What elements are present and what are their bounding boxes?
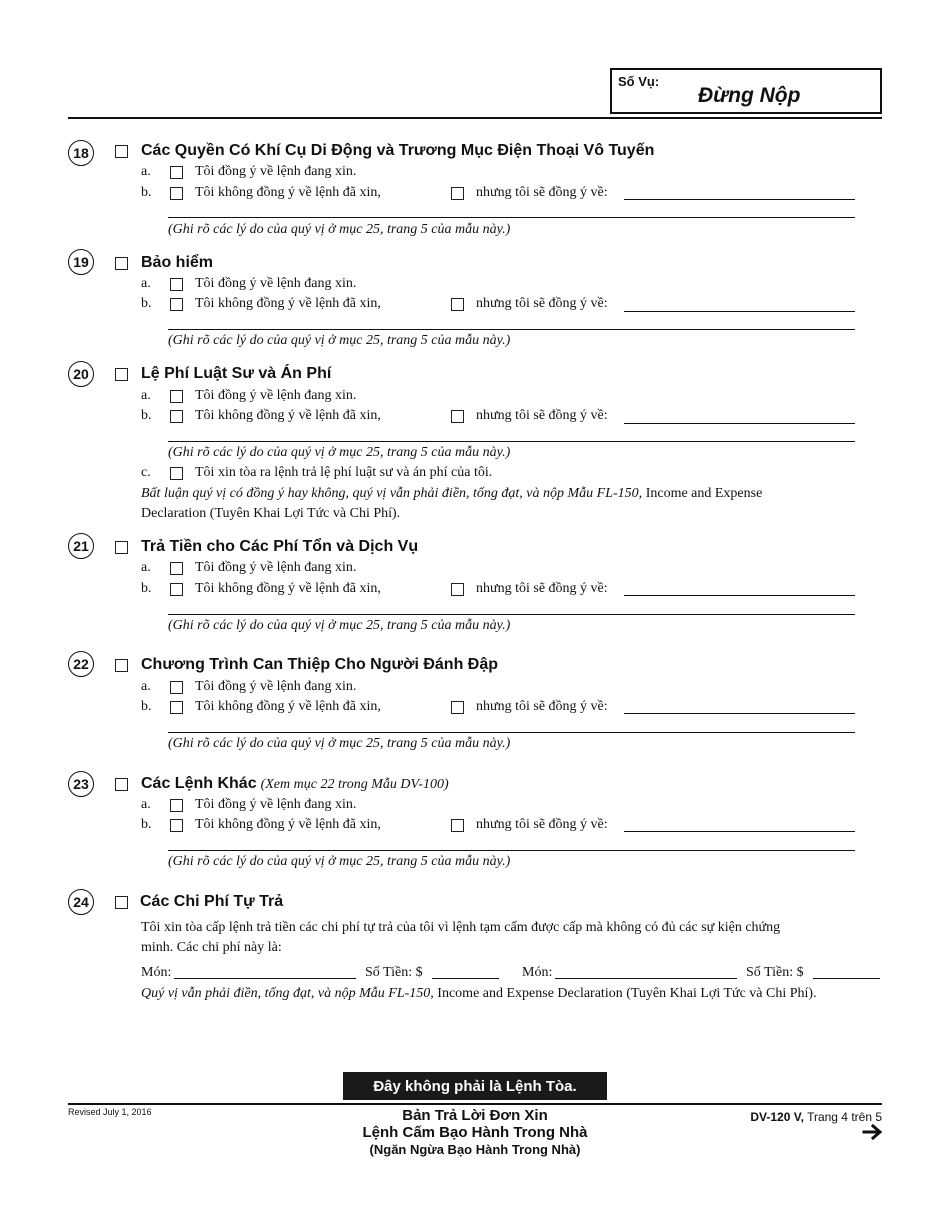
section-18-partial-input[interactable] [624,199,855,200]
section-21-disagree-checkbox[interactable] [170,583,183,596]
section-19-agree-checkbox[interactable] [170,278,183,291]
section-24-body-line1: Tôi xin tòa cấp lệnh trả tiền các chi phí tự trả của tôi vì lệnh tạm cấm được cấp mà không có đủ các sự kiện chứng [141,920,781,935]
section-23-agree-checkbox[interactable] [170,799,183,812]
option-b-label: b. [141,817,152,832]
section-22-partial-text: nhưng tôi sẽ đồng ý về: [476,699,608,714]
section-18-extra-line[interactable] [168,217,855,218]
section-18-checkbox[interactable] [115,145,128,158]
section-21-partial-checkbox[interactable] [451,583,464,596]
section-18-disagree-checkbox[interactable] [170,187,183,200]
section-20-partial-text: nhưng tôi sẽ đồng ý về: [476,408,608,423]
section-22-number: 22 [68,651,94,677]
option-a-label: a. [141,797,151,812]
section-23-extra-line[interactable] [168,850,855,851]
case-number-label: Số Vụ: [618,74,660,89]
section-24-body-line2: minh. Các chi phí này là: [141,940,282,955]
expense-item-label: Món: [141,965,172,980]
footer-rule [68,1103,882,1105]
section-19-disagree-checkbox[interactable] [170,298,183,311]
section-24-note-italic: Quý vị vẫn phải điền, tống đạt, và nộp Mẫu FL-150, [141,986,434,1001]
section-19-partial-text: nhưng tôi sẽ đồng ý về: [476,296,608,311]
case-number-value: Đừng Nộp [698,84,801,107]
section-24-checkbox[interactable] [115,896,128,909]
section-22-title: Chương Trình Can Thiệp Cho Người Đánh Đập [141,656,499,673]
section-20-note [141,486,762,502]
section-21-number: 21 [68,533,94,559]
section-18-disagree-text: Tôi không đồng ý về lệnh đã xin, [195,185,381,200]
section-23-title-note: (Xem mục 22 trong Mẫu DV-100) [260,777,449,792]
section-22-agree-checkbox[interactable] [170,681,183,694]
section-20-fees-text: Tôi xin tòa ra lệnh trả lệ phí luật sư và án phí của tôi. [195,465,493,480]
section-20-partial-input[interactable] [624,423,855,424]
section-21-partial-text: nhưng tôi sẽ đồng ý về: [476,581,608,596]
section-20-disagree-checkbox[interactable] [170,410,183,423]
section-20-note-line2: Declaration (Tuyên Khai Lợi Tức và Chi Phí). [141,506,401,521]
section-22-disagree-text: Tôi không đồng ý về lệnh đã xin, [195,699,381,714]
not-court-order-banner: Đây không phải là Lệnh Tòa. [343,1072,607,1100]
expense-item-input-1[interactable] [174,978,356,979]
section-19-partial-input[interactable] [624,311,855,312]
option-a-label: a. [141,679,151,694]
section-23-checkbox[interactable] [115,778,128,791]
expense-amount-label: Số Tiền: $ [365,965,423,980]
section-20-title: Lệ Phí Luật Sư và Án Phí [141,365,332,382]
option-a-label: a. [141,560,151,575]
section-24-number: 24 [68,889,94,915]
section-20-note-rest: Income and Expense [642,486,763,501]
section-23-partial-checkbox[interactable] [451,819,464,832]
revised-date: Revised July 1, 2016 [68,1107,152,1117]
section-21-agree-checkbox[interactable] [170,562,183,575]
section-23-partial-text: nhưng tôi sẽ đồng ý về: [476,817,608,832]
option-b-label: b. [141,185,152,200]
section-20-agree-text: Tôi đồng ý về lệnh đang xin. [195,388,357,403]
form-id: DV-120 V, [750,1110,804,1124]
section-20-agree-checkbox[interactable] [170,390,183,403]
option-b-label: b. [141,699,152,714]
section-23-title [141,775,449,793]
section-18-partial-text: nhưng tôi sẽ đồng ý về: [476,185,608,200]
section-20-checkbox[interactable] [115,368,128,381]
section-24-title: Các Chi Phí Tự Trả [140,893,284,910]
section-19-title: Bảo hiểm [141,254,214,271]
section-22-explain: (Ghi rõ các lý do của quý vị ở mục 25, trang 5 của mẫu này.) [168,736,511,751]
section-20-partial-checkbox[interactable] [451,410,464,423]
section-22-agree-text: Tôi đồng ý về lệnh đang xin. [195,679,357,694]
section-21-explain: (Ghi rõ các lý do của quý vị ở mục 25, trang 5 của mẫu này.) [168,618,511,633]
section-18-title: Các Quyền Có Khí Cụ Di Động và Trương Mục Điện Thoại Vô Tuyến [141,142,655,159]
section-23-title-text: Các Lệnh Khác [141,775,257,792]
option-b-label: b. [141,296,152,311]
section-18-explain: (Ghi rõ các lý do của quý vị ở mục 25, trang 5 của mẫu này.) [168,222,511,237]
form-title-line1: Bản Trả Lời Đơn Xin [402,1107,548,1124]
section-23-number: 23 [68,771,94,797]
option-a-label: a. [141,164,151,179]
section-18-partial-checkbox[interactable] [451,187,464,200]
section-20-explain: (Ghi rõ các lý do của quý vị ở mục 25, trang 5 của mẫu này.) [168,445,511,460]
section-20-note-italic: Bất luận quý vị có đồng ý hay không, quý vị vẫn phải điền, tống đạt, và nộp Mẫu FL-150, [141,486,643,501]
section-22-extra-line[interactable] [168,732,855,733]
expense-item-input-2[interactable] [555,978,737,979]
section-23-agree-text: Tôi đồng ý về lệnh đang xin. [195,797,357,812]
section-19-explain: (Ghi rõ các lý do của quý vị ở mục 25, trang 5 của mẫu này.) [168,333,511,348]
option-a-label: a. [141,388,151,403]
section-19-partial-checkbox[interactable] [451,298,464,311]
section-19-extra-line[interactable] [168,329,855,330]
section-20-disagree-text: Tôi không đồng ý về lệnh đã xin, [195,408,381,423]
section-24-note [141,986,817,1002]
expense-amount-input-1[interactable] [432,978,499,979]
section-21-extra-line[interactable] [168,614,855,615]
case-number-box [610,68,882,114]
section-19-agree-text: Tôi đồng ý về lệnh đang xin. [195,276,357,291]
section-22-partial-input[interactable] [624,713,855,714]
option-a-label: a. [141,276,151,291]
section-21-checkbox[interactable] [115,541,128,554]
section-24-note-rest: Income and Expense Declaration (Tuyên Khai Lợi Tức và Chi Phí). [433,986,817,1001]
form-title-line2: Lệnh Cấm Bạo Hành Trong Nhà [362,1124,588,1141]
section-23-disagree-checkbox[interactable] [170,819,183,832]
section-21-partial-input[interactable] [624,595,855,596]
section-20-fees-checkbox[interactable] [170,467,183,480]
section-18-agree-text: Tôi đồng ý về lệnh đang xin. [195,164,357,179]
expense-amount-input-2[interactable] [813,978,880,979]
section-19-checkbox[interactable] [115,257,128,270]
form-title-line3: (Ngăn Ngừa Bạo Hành Trong Nhà) [369,1142,581,1157]
section-21-title: Trả Tiền cho Các Phí Tổn và Dịch Vụ [141,538,419,555]
section-20-extra-line[interactable] [168,441,855,442]
header-rule [68,117,882,119]
section-22-partial-checkbox[interactable] [451,701,464,714]
option-b-label: b. [141,581,152,596]
section-22-checkbox[interactable] [115,659,128,672]
section-19-disagree-text: Tôi không đồng ý về lệnh đã xin, [195,296,381,311]
arrow-right-icon [862,1122,884,1142]
section-23-disagree-text: Tôi không đồng ý về lệnh đã xin, [195,817,381,832]
page-number: Trang 4 trên 5 [803,1110,882,1124]
expense-item-label: Món: [522,965,553,980]
section-21-agree-text: Tôi đồng ý về lệnh đang xin. [195,560,357,575]
section-18-agree-checkbox[interactable] [170,166,183,179]
section-21-disagree-text: Tôi không đồng ý về lệnh đã xin, [195,581,381,596]
expense-amount-label: Số Tiền: $ [746,965,804,980]
section-20-number: 20 [68,361,94,387]
section-18-number: 18 [68,140,94,166]
section-22-disagree-checkbox[interactable] [170,701,183,714]
section-23-partial-input[interactable] [624,831,855,832]
section-19-number: 19 [68,249,94,275]
option-c-label: c. [141,465,151,480]
section-23-explain: (Ghi rõ các lý do của quý vị ở mục 25, trang 5 của mẫu này.) [168,854,511,869]
option-b-label: b. [141,408,152,423]
